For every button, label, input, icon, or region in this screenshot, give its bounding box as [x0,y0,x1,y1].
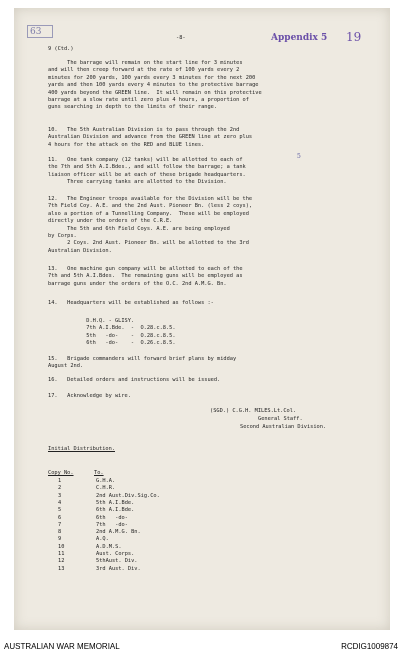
paragraph-17: 17. Acknowledge by wire. [48,393,131,399]
column-copy-no: Copy No. [48,470,74,476]
recipient: 7th -do- [96,521,128,528]
signature-name: (SGD.) C.G.H. MILES.Lt.Col. [210,408,297,414]
table-row [48,558,248,565]
paragraph-10: 10. The 5th Australian Division is to pass through the 2nd Australian Division and advance from the GREEN line at zero plus 4 hours for the attack on the RED and BLUE lines. [48,127,253,148]
recipient: 2nd A.M.G. Bn. [96,529,141,536]
paragraph-9-barrage: The barrage will remain on the start line for 3 minutes and will then creep forward at the rate of 100 yards every 2 minutes for 200 yards, 100 yards every 3 minutes for the next 200 yards and then 100 yards every 4 minutes to the protective barrage 400 yards beyond the GREEN line. It will remain on this protective barrage at a slow rate until zero plus 4 hours, a proportion of guns searching in depth to the limits of their range. [48,60,262,111]
archive-name: AUSTRALIAN WAR MEMORIAL [4,642,120,651]
distribution-heading: Initial Distribution. [48,446,115,452]
recipient: 5thAust. Div. [96,558,138,565]
column-to: To. [94,470,104,476]
table-row [48,544,248,551]
copy-number: 13 [58,565,65,572]
appendix-page-ref: 19 [346,30,362,44]
copy-number: 11 [58,551,65,557]
folio-number: 63 [30,27,42,37]
recipient: G.H.A. [96,478,116,484]
signature-role: General Staff. [258,416,303,422]
distribution-header-row [48,470,104,477]
recipient: 5th A.I.Bde. [96,499,135,506]
copy-number: 8 [58,529,62,536]
appendix-stamp: Appendix 5 [271,33,328,43]
copy-number: 2 [58,485,62,492]
copy-number: 1 [58,478,62,484]
copy-number: 3 [58,492,62,499]
section-continued: 9 (Ctd.) [48,46,74,52]
paragraph-13: 13. One machine gun company will be allotted to each of the 7th and 5th A.I.Bdes. The remaining guns will be employed as barrage guns under the orders of the O.C. 2nd A.M.G. Bn. [48,266,243,287]
signature-unit: Second Australian Division. [240,424,327,430]
copy-number: 6 [58,514,62,521]
table-row [48,500,248,507]
copy-number: 5 [58,507,62,514]
table-row [48,522,248,529]
copy-number: 10 [58,543,65,550]
headquarters-list: D.H.Q. - GLISY. 7th A.I.Bde. - O.28.c.8.5. 5th -do- - O.28.c.8.5. 6th -do- - O.26.c.8.5. [86,318,176,347]
page-number: -8- [176,35,186,41]
table-row [48,551,248,558]
table-row [48,529,248,536]
distribution-table [48,470,104,477]
paragraph-16: 16. Detailed orders and instructions will be issued. [48,377,221,383]
footer-bar [0,632,404,654]
recipient: 6th A.I.Bde. [96,507,135,514]
table-row [48,493,248,500]
copy-number: 4 [58,499,62,506]
paragraph-14: 14. Headquarters will be established as follows :- [48,300,214,306]
copy-number: 12 [58,558,65,565]
paragraph-12: 12. The Engineer troops available for the Division will be the 7th Field Coy. A.E. and the 2nd Aust. Pioneer Bn. (less 2 coys), also a portion of a Tunnelling Company. These will be employed directly under the orders of the C.R.E. The 5th and 6th Field Coys. A.E. are being employed by Corps. 2 Coys. 2nd Aust. Pioneer Bn. will be allotted to the 3rd Australian Division. [48,196,253,254]
table-row [48,566,248,573]
copy-number: 7 [58,521,62,528]
archive-id: RCDIG1009874 [341,642,398,651]
table-row [48,507,248,514]
folio-box [27,25,53,38]
recipient: A.D.M.S. [96,543,122,550]
recipient: C.H.R. [96,485,116,492]
table-row [48,485,248,492]
table-row [48,515,248,522]
table-row [48,536,248,543]
handwritten-note: 5 [297,153,301,160]
recipient: A.Q. [96,536,109,543]
recipient: 6th -do- [96,514,128,521]
recipient: 3rd Aust. Div. [96,565,141,572]
recipient: Aust. Corps. [96,551,135,557]
copy-number: 9 [58,536,62,543]
recipient: 2nd Aust.Div.Sig.Co. [96,492,160,499]
paragraph-15: 15. Brigade commanders will forward brief plans by midday August 2nd. [48,356,237,370]
table-row [48,478,248,485]
paragraph-11: 11. One tank company (12 tanks) will be allotted to each of the 7th and 5th A.I.Bdes., and will follow the barrage; a tank liaison officer will be at each of these brigade headquarters. Three carrying tanks are allotted to the Division. [48,157,246,186]
